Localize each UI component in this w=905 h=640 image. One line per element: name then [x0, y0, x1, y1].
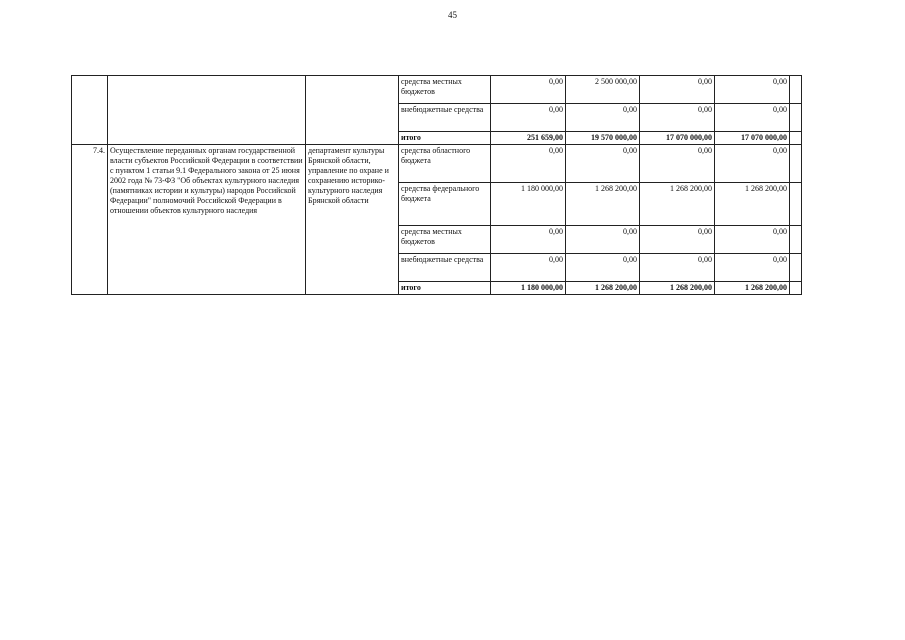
- empty-cell: [790, 226, 802, 254]
- table-row: [72, 145, 802, 183]
- funding-source: внебюджетные средства: [399, 254, 491, 282]
- amount-cell: 0,00: [491, 254, 566, 282]
- amount-cell: 1 180 000,00: [491, 282, 566, 295]
- amount-cell: 19 570 000,00: [566, 132, 640, 145]
- empty-cell: [790, 76, 802, 104]
- amount-cell: 2 500 000,00: [566, 76, 640, 104]
- item-executor: департамент культуры Брянской области, управление по охране и сохранению историко-культурного наследия Брянской области: [306, 145, 399, 295]
- amount-cell: 0,00: [491, 145, 566, 183]
- empty-cell: [790, 254, 802, 282]
- funding-source: внебюджетные средства: [399, 104, 491, 132]
- index-cell: [72, 76, 108, 145]
- amount-cell: 17 070 000,00: [715, 132, 790, 145]
- amount-cell: 0,00: [640, 226, 715, 254]
- funding-source: средства федерального бюджета: [399, 183, 491, 226]
- amount-cell: 0,00: [566, 254, 640, 282]
- empty-cell: [790, 132, 802, 145]
- amount-cell: 1 268 200,00: [566, 183, 640, 226]
- amount-cell: 0,00: [640, 254, 715, 282]
- description-cell: [108, 76, 306, 145]
- amount-cell: 17 070 000,00: [640, 132, 715, 145]
- amount-cell: 0,00: [640, 145, 715, 183]
- amount-cell: 0,00: [640, 104, 715, 132]
- budget-table: [71, 75, 802, 295]
- empty-cell: [790, 282, 802, 295]
- funding-source: средства областного бюджета: [399, 145, 491, 183]
- amount-cell: 0,00: [715, 104, 790, 132]
- amount-cell: 1 268 200,00: [715, 282, 790, 295]
- amount-cell: 0,00: [715, 145, 790, 183]
- amount-cell: 251 659,00: [491, 132, 566, 145]
- funding-source: итого: [399, 282, 491, 295]
- item-number: 7.4.: [72, 145, 108, 295]
- amount-cell: 0,00: [491, 226, 566, 254]
- amount-cell: 1 268 200,00: [640, 183, 715, 226]
- amount-cell: 1 268 200,00: [640, 282, 715, 295]
- page-number: 45: [448, 10, 457, 20]
- empty-cell: [790, 145, 802, 183]
- empty-cell: [790, 183, 802, 226]
- amount-cell: 0,00: [640, 76, 715, 104]
- amount-cell: 0,00: [715, 226, 790, 254]
- amount-cell: 1 268 200,00: [566, 282, 640, 295]
- funding-source: средства местных бюджетов: [399, 226, 491, 254]
- amount-cell: 1 180 000,00: [491, 183, 566, 226]
- amount-cell: 0,00: [566, 226, 640, 254]
- amount-cell: 0,00: [566, 145, 640, 183]
- amount-cell: 0,00: [715, 76, 790, 104]
- item-description: Осуществление переданных органам государственной власти субъектов Российской Федерации в соответствии с пунктом 1 статьи 9.1 Федерального закона от 25 июня 2002 года № 73-ФЗ "Об объектах культурного наследия (памятниках истории и культуры) народов Российской Федерации" полномочий Российской Федерации в отношении объектов культурного наследия: [108, 145, 306, 295]
- amount-cell: 0,00: [491, 76, 566, 104]
- funding-source: средства местных бюджетов: [399, 76, 491, 104]
- table-row: [72, 76, 802, 104]
- amount-cell: 0,00: [566, 104, 640, 132]
- executor-cell: [306, 76, 399, 145]
- amount-cell: 0,00: [715, 254, 790, 282]
- funding-source: итого: [399, 132, 491, 145]
- amount-cell: 0,00: [491, 104, 566, 132]
- amount-cell: 1 268 200,00: [715, 183, 790, 226]
- empty-cell: [790, 104, 802, 132]
